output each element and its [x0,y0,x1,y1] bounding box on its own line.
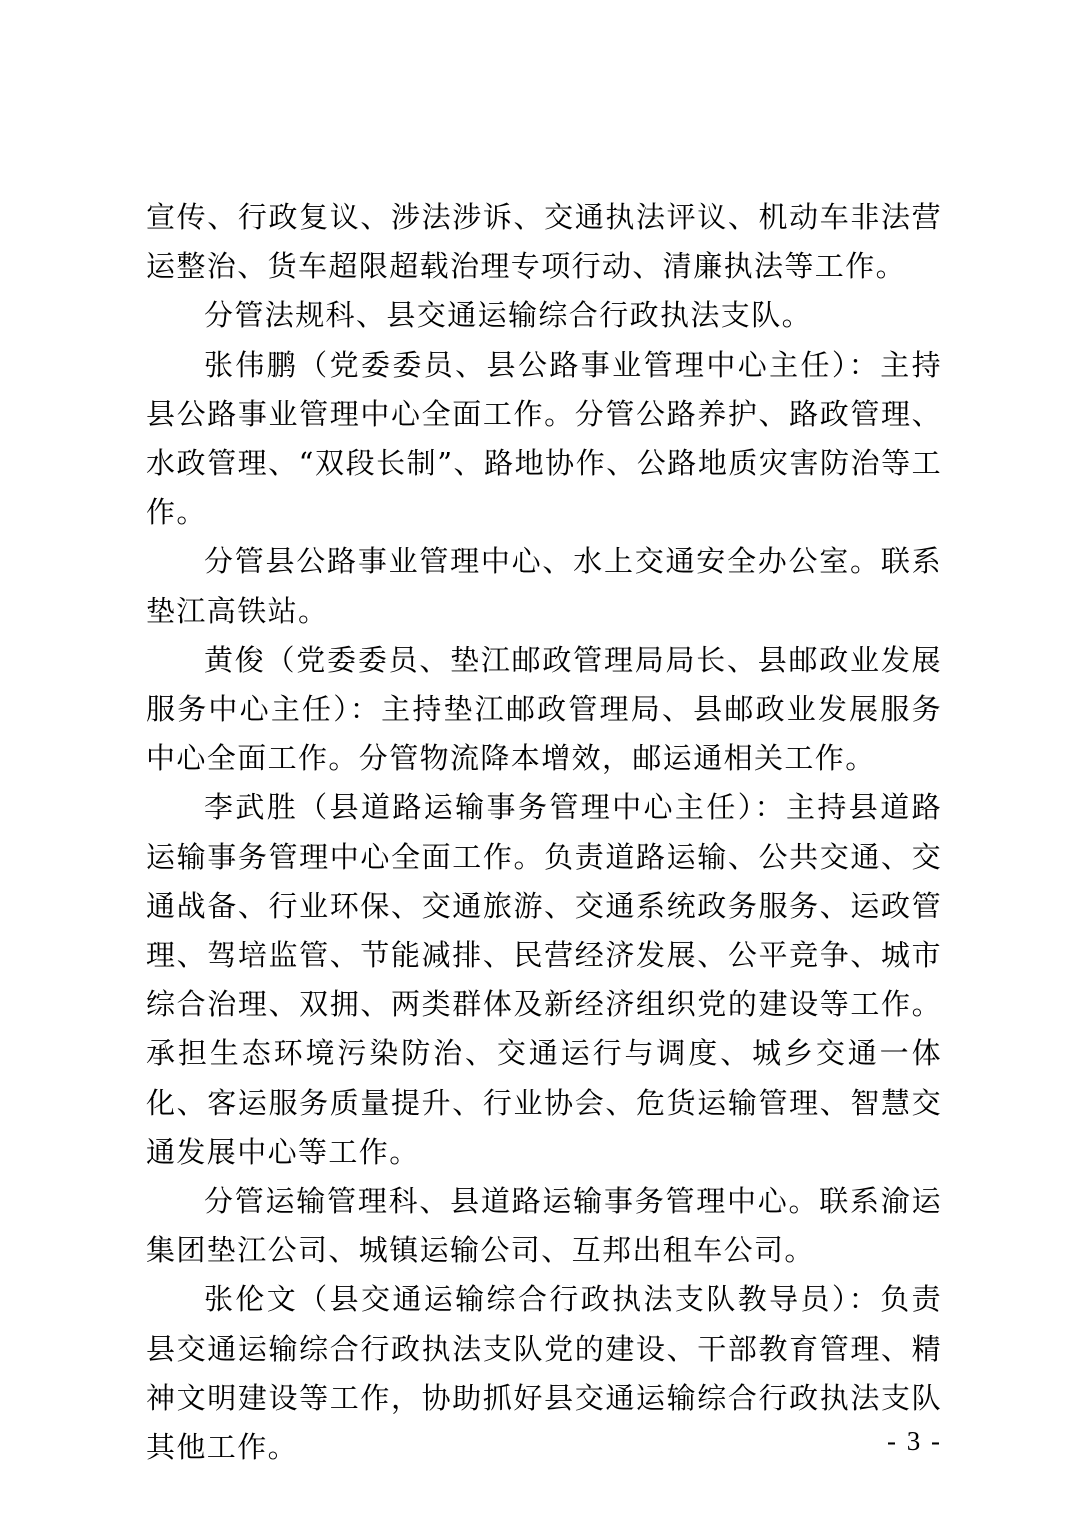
paragraph-1: 宣传、行政复议、涉法涉诉、交通执法评议、机动车非法营运整治、货车超限超载治理专项行动、清廉执法等工作。 [146,200,942,284]
paragraph-2: 分管法规科、县交通运输综合行政执法支队。 [204,298,813,333]
paragraph-5: 黄俊（党委委员、垫江邮政管理局局长、县邮政业发展服务中心主任）：主持垫江邮政管理局、县邮政业发展服务中心全面工作。分管物流降本增效，邮运通相关工作。 [146,642,942,776]
page-number: - 3 - [887,1426,942,1456]
paragraph-6: 李武胜（县道路运输事务管理中心主任）：主持县道路运输事务管理中心全面工作。负责道路运输、公共交通、交通战备、行业环保、交通旅游、交通系统政务服务、运政管理、驾培监管、节能减排、民营经济发展、公平竞争、城市综合治理、双拥、两类群体及新经济组织党的建设等工作。承担生态环境污染防治、交通运行与调度、城乡交通一体化、客运服务质量提升、行业协会、危货运输管理、智慧交通发展中心等工作。 [146,790,942,1169]
body-text [146,193,942,1472]
paragraph-4: 分管县公路事业管理中心、水上交通安全办公室。联系垫江高铁站。 [146,544,942,628]
paragraph-7: 分管运输管理科、县道路运输事务管理中心。联系渝运集团垫江公司、城镇运输公司、互邦出租车公司。 [146,1184,942,1268]
paragraph-3: 张伟鹏（党委委员、县公路事业管理中心主任）：主持县公路事业管理中心全面工作。分管公路养护、路政管理、水政管理、“双段长制”、路地协作、公路地质灾害防治等工作。 [146,347,942,530]
paragraph-8: 张伦文（县交通运输综合行政执法支队教导员）：负责县交通运输综合行政执法支队党的建设、干部教育管理、精神文明建设等工作，协助抓好县交通运输综合行政执法支队其他工作。 [146,1282,942,1465]
